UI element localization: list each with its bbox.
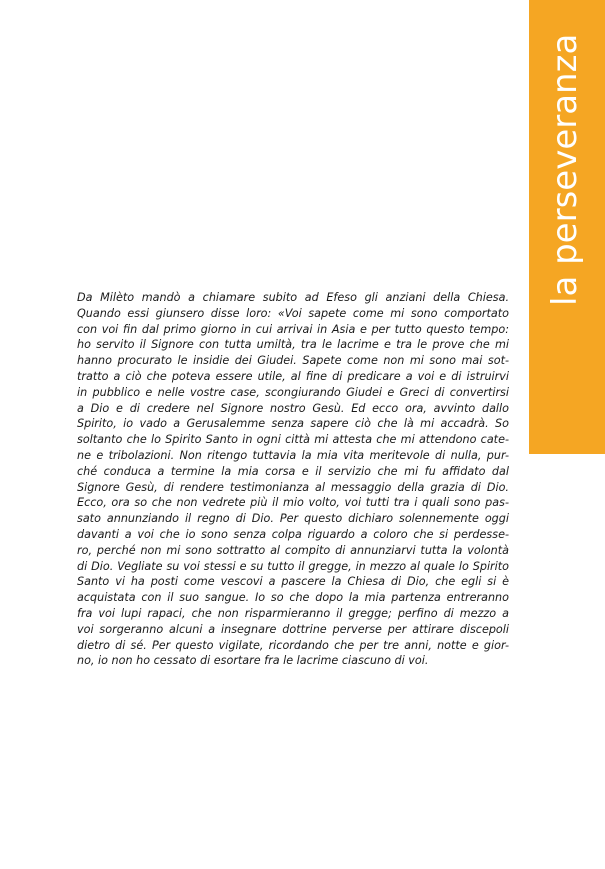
passage-line: tratto a ciò che poteva essere utile, al fine di predicare a voi e di istruirvi xyxy=(77,369,509,383)
passage-line: soltanto che lo Spirito Santo in ogni città mi attesta che mi attendono cate- xyxy=(77,433,509,447)
passage-line: ché conduca a termine la mia corsa e il servizio che mi fu affidato dal xyxy=(77,464,509,478)
passage-line: no, io non ho cessato di esortare fra le lacrime ciascuno di voi. xyxy=(77,654,429,668)
passage-line: Spirito, io vado a Gerusalemme senza sapere ciò che là mi accadrà. So xyxy=(77,417,509,431)
passage-line: dietro di sé. Per questo vigilate, ricordando che per tre anni, notte e gior- xyxy=(77,638,509,652)
passage-line: hanno procurato le insidie dei Giudei. Sapete come non mi sono mai sot- xyxy=(77,354,509,368)
passage-line: di Dio. Vegliate su voi stessi e su tutto il gregge, in mezzo al quale lo Spirito xyxy=(77,559,509,573)
passage-line: acquistata con il suo sangue. Io so che dopo la mia partenza entreranno xyxy=(77,591,509,605)
passage-line: Signore Gesù, di rendere testimonianza al messaggio della grazia di Dio. xyxy=(77,480,509,494)
passage-line: Santo vi ha posti come vescovi a pascere la Chiesa di Dio, che egli si è xyxy=(77,575,509,589)
chapter-tab xyxy=(529,0,605,454)
passage-line: ne e tribolazioni. Non ritengo tuttavia la mia vita meritevole di nulla, pur- xyxy=(77,448,509,462)
passage-line: Quando essi giunsero disse loro: «Voi sapete come mi sono comportato xyxy=(77,306,509,320)
passage-line: sato annunziando il regno di Dio. Per questo dichiaro solennemente oggi xyxy=(77,512,509,526)
passage-line: Da Milèto mandò a chiamare subito ad Efeso gli anziani della Chiesa. xyxy=(77,291,509,304)
passage-line: voi sorgeranno alcuni a insegnare dottrine perverse per attirare discepoli xyxy=(77,622,509,636)
passage-line: in pubblico e nelle vostre case, scongiurando Giudei e Greci di convertirsi xyxy=(77,385,509,399)
passage-line: ho servito il Signore con tutta umiltà, tra le lacrime e tra le prove che mi xyxy=(77,338,509,352)
passage-text xyxy=(77,290,509,669)
chapter-title: la perseveranza xyxy=(545,33,585,306)
passage-line: con voi fin dal primo giorno in cui arrivai in Asia e per tutto questo tempo: xyxy=(77,322,509,336)
passage-line: davanti a voi che io sono senza colpa riguardo a coloro che si perdesse- xyxy=(77,527,509,541)
passage-line: ro, perché non mi sono sottratto al compito di annunziarvi tutta la volontà xyxy=(77,543,509,557)
passage-line: fra voi lupi rapaci, che non risparmieranno il gregge; perfino di mezzo a xyxy=(77,606,509,620)
passage-line: Ecco, ora so che non vedrete più il mio volto, voi tutti tra i quali sono pas- xyxy=(77,496,509,510)
passage-line: a Dio e di credere nel Signore nostro Gesù. Ed ecco ora, avvinto dallo xyxy=(77,401,509,415)
